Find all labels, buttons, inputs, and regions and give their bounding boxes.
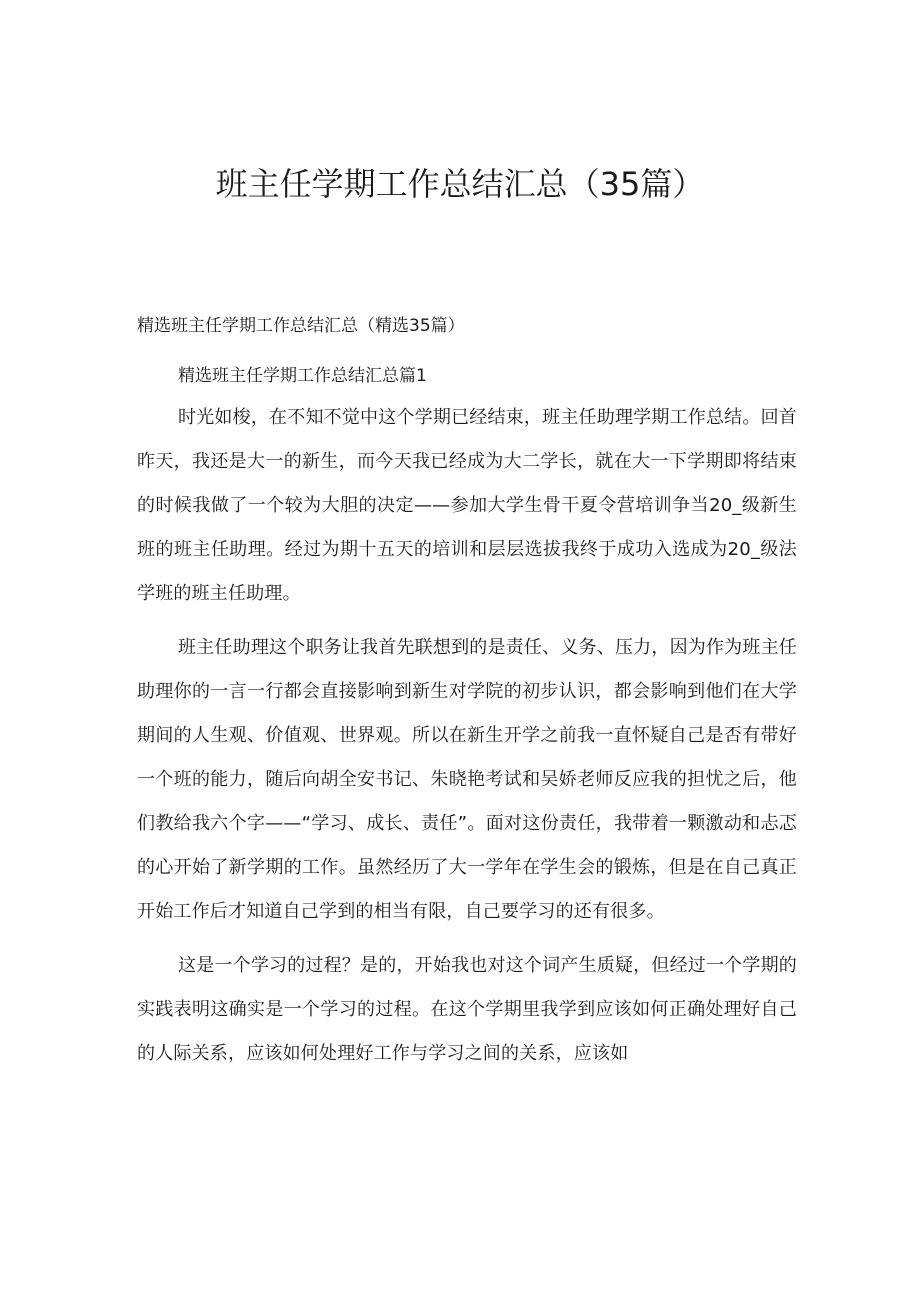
document-title: 班主任学期工作总结汇总（35篇） (215, 165, 705, 203)
body-text (137, 396, 797, 1076)
paragraph: 这是一个学习的过程？是的，开始我也对这个词产生质疑，但经过一个学期的实践表明这确实是一个学习的过程。在这个学期里我学到应该如何正确处理好自己的人际关系，应该如何处理好工作与学习之间的关系，应该如 (137, 955, 797, 1064)
paragraph: 班主任助理这个职务让我首先联想到的是责任、义务、压力，因为作为班主任助理你的一言一行都会直接影响到新生对学院的初步认识，都会影响到他们在大学期间的人生观、价值观、世界观。所以在新生开学之前我一直怀疑自己是否有带好一个班的能力，随后向胡全安书记、朱晓艳考试和吴娇老师反应我的担忧之后，他们教给我六个字——“学习、成长、责任”。面对这份责任，我带着一颗激动和忐忑的心开始了新学期的工作。虽然经历了大一学年在学生会的锻炼，但是在自己真正开始工作后才知道自己学到的相当有限，自己要学习的还有很多。 (137, 637, 797, 922)
paragraph: 时光如梭，在不知不觉中这个学期已经结束，班主任助理学期工作总结。回首昨天，我还是大一的新生，而今天我已经成为大二学长，就在大一下学期即将结束的时候我做了一个较为大胆的决定——参加大学生骨干夏令营培训争当20_级新生班的班主任助理。经过为期十五天的培训和层层选拔我终于成功入选成为20_级法学班的班主任助理。 (137, 407, 797, 604)
section-heading: 精选班主任学期工作总结汇总篇1 (178, 366, 427, 386)
document-subtitle: 精选班主任学期工作总结汇总（精选35篇） (137, 316, 465, 336)
